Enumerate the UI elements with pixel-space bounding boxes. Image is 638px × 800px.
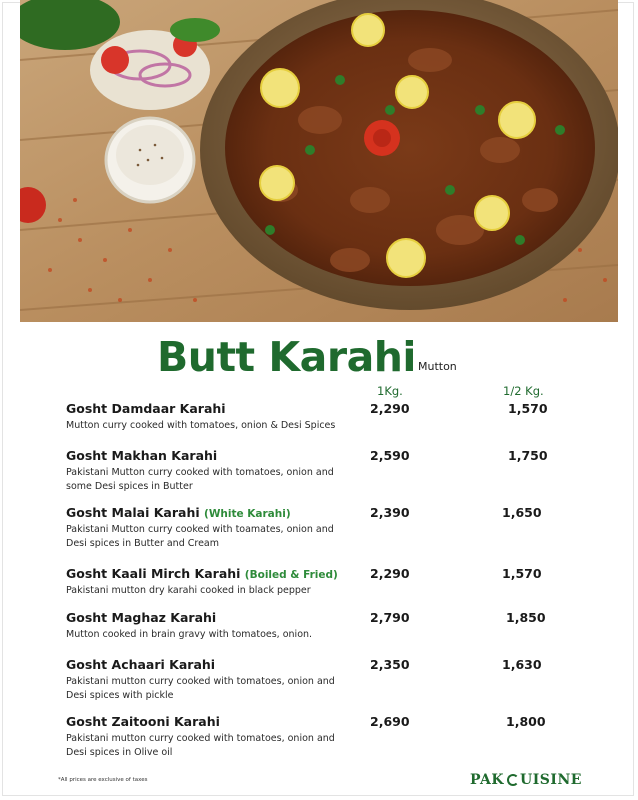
brand-c-icon: [507, 774, 519, 786]
menu-item: [66, 714, 606, 759]
menu-item: [66, 610, 606, 642]
tax-note: *All prices are exclusive of taxes: [58, 777, 148, 783]
price-half-kg: 1,570: [502, 566, 542, 581]
price-half-kg: 1,630: [502, 657, 542, 672]
item-description: Pakistani mutton dry karahi cooked in black pepper: [66, 585, 311, 596]
price-half-kg: 1,850: [506, 610, 546, 625]
brand-text-right: UISINE: [520, 772, 582, 788]
menu-item: [66, 448, 606, 493]
item-description: Pakistani Mutton curry cooked with toamates, onion and Desi spices in Butter and Cream: [66, 524, 334, 549]
item-name: Gosht Maghaz Karahi: [66, 610, 217, 625]
brand-text-left: PAK: [470, 772, 505, 788]
price-half-kg: 1,750: [508, 448, 548, 463]
menu-item: [66, 505, 606, 550]
menu-title-block: [157, 334, 457, 380]
item-description: Pakistani mutton curry cooked with tomatoes, onion and Desi spices in Olive oil: [66, 733, 335, 758]
item-name: Gosht Achaari Karahi: [66, 657, 216, 672]
item-description: Mutton curry cooked with tomatoes, onion & Desi Spices: [66, 420, 336, 431]
item-description: Pakistani mutton curry cooked with tomatoes, onion and Desi spices with pickle: [66, 676, 335, 701]
price-half-kg: 1,650: [502, 505, 542, 520]
price-1kg: 2,390: [370, 505, 410, 520]
price-half-kg: 1,800: [506, 714, 546, 729]
price-1kg: 2,290: [370, 566, 410, 581]
item-name: Gosht Kaali Mirch Karahi (Boiled & Fried): [66, 566, 338, 581]
item-description: Pakistani Mutton curry cooked with tomatoes, onion and some Desi spices in Butter: [66, 467, 334, 492]
column-header-half-kg: 1/2 Kg.: [503, 384, 544, 398]
item-tag: (White Karahi): [204, 508, 291, 520]
menu-item: [66, 566, 606, 598]
price-1kg: 2,290: [370, 401, 410, 416]
item-name: Gosht Makhan Karahi: [66, 448, 218, 463]
price-1kg: 2,690: [370, 714, 410, 729]
price-1kg: 2,350: [370, 657, 410, 672]
item-name: Gosht Malai Karahi (White Karahi): [66, 505, 291, 520]
item-name: Gosht Damdaar Karahi: [66, 401, 226, 416]
price-1kg: 2,590: [370, 448, 410, 463]
item-description: Mutton cooked in brain gravy with tomatoes, onion.: [66, 629, 313, 640]
price-1kg: 2,790: [370, 610, 410, 625]
menu-subtitle: Mutton: [417, 360, 457, 373]
menu-title: Butt Karahi: [157, 333, 416, 381]
pak-cuisine-logo: [470, 772, 582, 788]
item-tag: (Boiled & Fried): [244, 569, 338, 581]
menu-item: [66, 401, 606, 433]
price-half-kg: 1,570: [508, 401, 548, 416]
column-header-1kg: 1Kg.: [377, 384, 403, 398]
karahi-dish-photo: [20, 0, 618, 322]
menu-item: [66, 657, 606, 702]
item-name: Gosht Zaitooni Karahi: [66, 714, 220, 729]
